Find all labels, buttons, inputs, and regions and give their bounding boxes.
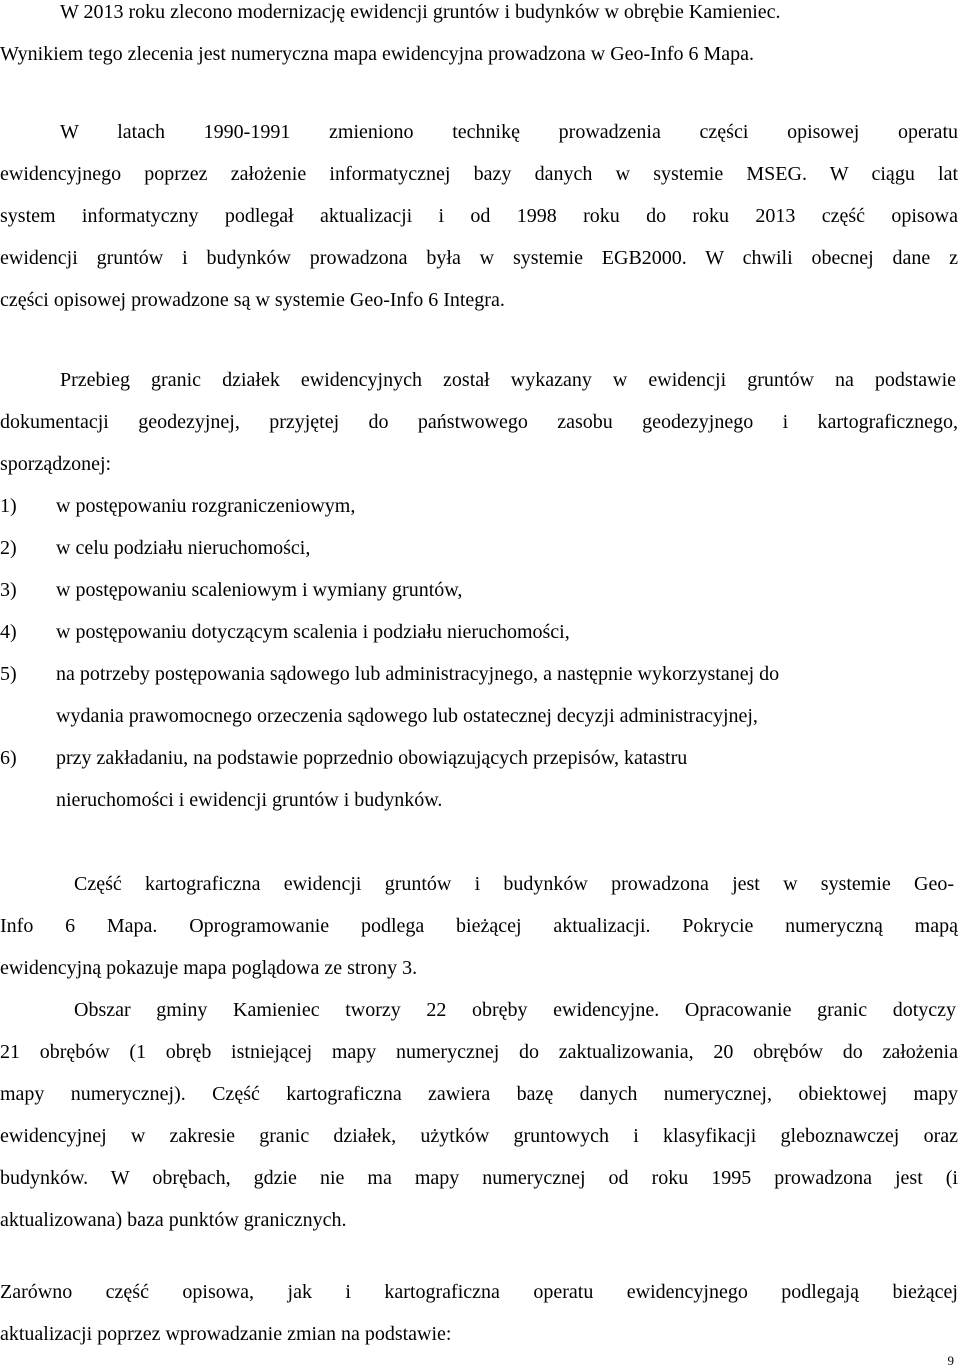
page-number: 9 [947, 1353, 954, 1368]
text-line: 21 obrębów (1 obręb istniejącej mapy numerycznej do zaktualizowania, 20 obrębów do założenia [0, 1041, 958, 1063]
text-line: Obszar gminy Kamieniec tworzy 22 obręby ewidencyjne. Opracowanie granic dotyczy [74, 999, 956, 1021]
text-line: mapy numerycznej). Część kartograficzna zawiera bazę danych numerycznej, obiektowej mapy [0, 1083, 958, 1105]
text-line: ewidencyjnego poprzez założenie informatycznej bazy danych w systemie MSEG. W ciągu lat [0, 163, 958, 185]
text-line: Część kartograficzna ewidencji gruntów i budynków prowadzona jest w systemie Geo- [74, 873, 954, 895]
list-item-text: na potrzeby postępowania sądowego lub administracyjnego, a następnie wykorzystanej do [56, 663, 780, 685]
list-item-text: nieruchomości i ewidencji gruntów i budynków. [56, 789, 443, 811]
text-line: ewidencji gruntów i budynków prowadzona była w systemie EGB2000. W chwili obecnej dane z [0, 247, 958, 269]
text-line: Info 6 Mapa. Oprogramowanie podlega bieżącej aktualizacji. Pokrycie numeryczną mapą [0, 915, 958, 937]
text-line: aktualizacji poprzez wprowadzanie zmian na podstawie: [0, 1323, 452, 1345]
text-line: aktualizowana) baza punktów granicznych. [0, 1209, 347, 1231]
text-line: system informatyczny podlegał aktualizacji i od 1998 roku do roku 2013 część opisowa [0, 205, 958, 227]
list-item-text: w postępowaniu rozgraniczeniowym, [56, 495, 356, 517]
list-item-number: 2) [0, 537, 17, 559]
text-line: Zarówno część opisowa, jak i kartograficzna operatu ewidencyjnego podlegają bieżącej [0, 1281, 958, 1303]
list-item-number: 5) [0, 663, 17, 685]
text-line: dokumentacji geodezyjnej, przyjętej do państwowego zasobu geodezyjnego i kartograficznego, [0, 411, 958, 433]
text-line: ewidencyjną pokazuje mapa poglądowa ze strony 3. [0, 957, 418, 979]
text-line: Wynikiem tego zlecenia jest numeryczna mapa ewidencyjna prowadzona w Geo-Info 6 Mapa. [0, 43, 755, 65]
list-item-text: w celu podziału nieruchomości, [56, 537, 311, 559]
list-item-text: wydania prawomocnego orzeczenia sądowego lub ostatecznej decyzji administracyjnej, [56, 705, 758, 727]
text-line: części opisowej prowadzone są w systemie Geo-Info 6 Integra. [0, 289, 505, 311]
text-line: ewidencyjnej w zakresie granic działek, użytków gruntowych i klasyfikacji gleboznawczej oraz [0, 1125, 958, 1147]
list-item-number: 3) [0, 579, 17, 601]
list-item-text: w postępowaniu scaleniowym i wymiany gruntów, [56, 579, 463, 601]
list-item-text: w postępowaniu dotyczącym scalenia i podziału nieruchomości, [56, 621, 570, 643]
list-item-number: 1) [0, 495, 17, 517]
text-line: Przebieg granic działek ewidencyjnych został wykazany w ewidencji gruntów na podstawie [60, 369, 956, 391]
text-line: W 2013 roku zlecono modernizację ewidencji gruntów i budynków w obrębie Kamieniec. [60, 1, 781, 23]
text-line: W latach 1990-1991 zmieniono technikę prowadzenia części opisowej operatu [60, 121, 958, 143]
list-item-number: 6) [0, 747, 17, 769]
text-line: budynków. W obrębach, gdzie nie ma mapy numerycznej od roku 1995 prowadzona jest (i [0, 1167, 958, 1189]
list-item-text: przy zakładaniu, na podstawie poprzednio obowiązujących przepisów, katastru [56, 747, 688, 769]
list-item-number: 4) [0, 621, 17, 643]
text-line: sporządzonej: [0, 453, 112, 475]
